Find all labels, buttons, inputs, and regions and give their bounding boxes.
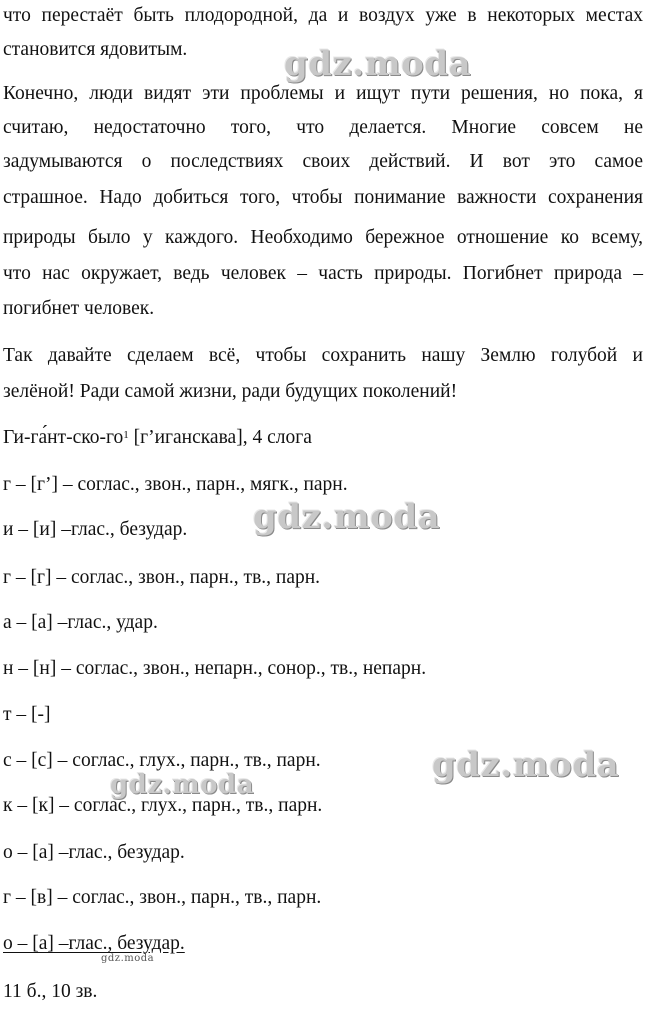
letter-row: г – [в] – соглас., звон., парн., тв., парн.: [3, 887, 322, 908]
word-analysis-heading: [3, 426, 312, 450]
letter-row: а – [а] –глас., удар.: [3, 612, 158, 633]
watermark-logo: gdz.moda: [432, 745, 620, 785]
watermark-logo: gdz.moda: [253, 497, 441, 537]
paragraph-2-line-2: считаю, недостаточно того, что делается. Многие совсем не: [3, 117, 643, 138]
paragraph-2-line-6: что нас окружает, ведь человек – часть природы. Погибнет природа –: [3, 263, 643, 284]
footnote-mark: 1: [123, 429, 129, 441]
paragraph-3-line-2: зелёной! Ради самой жизни, ради будущих поколений!: [3, 381, 458, 402]
transcription: [г’иганскава], 4 слога: [128, 427, 312, 448]
letter-row: г – [г’] – соглас., звон., парн., мягк., парн.: [3, 474, 348, 495]
watermark-logo: gdz.moda: [284, 44, 472, 84]
letter-row: т – [-]: [3, 704, 51, 725]
letter-row: н – [н] – соглас., звон., непарн., сонор., тв., непарн.: [3, 658, 427, 679]
letter-row: о – [а] –глас., безудар.: [3, 842, 185, 863]
letter-row: г – [г] – соглас., звон., парн., тв., парн.: [3, 567, 321, 588]
paragraph-1-line-1: что перестаёт быть плодородной, да и воздух уже в некоторых местах: [3, 5, 643, 26]
letter-row-last: о – [а] –глас., безудар.: [3, 933, 185, 954]
paragraph-1-line-2: становится ядовитым.: [3, 39, 188, 60]
paragraph-2-line-4: страшное. Надо добиться того, чтобы понимание важности сохранения: [3, 187, 643, 208]
watermark-logo: gdz.moda: [101, 953, 155, 964]
watermark-logo: gdz.moda: [110, 770, 255, 800]
paragraph-2-line-5: природы было у каждого. Необходимо бережное отношение ко всему,: [3, 227, 643, 248]
letter-row: к – [к] – соглас., глух., парн., тв., парн.: [3, 795, 323, 816]
letter-row: с – [с] – соглас., глух., парн., тв., парн.: [3, 750, 321, 771]
paragraph-3-line-1: Так давайте сделаем всё, чтобы сохранить нашу Землю голубой и: [3, 345, 643, 366]
analyzed-word: Ги-га́нт-ско-го: [3, 427, 124, 448]
letter-row: и – [и] –глас., безудар.: [3, 519, 188, 540]
summary-count: 11 б., 10 зв.: [3, 981, 98, 1002]
paragraph-2-line-7: погибнет человек.: [3, 298, 155, 319]
paragraph-2-line-1: Конечно, люди видят эти проблемы и ищут пути решения, но пока, я: [3, 83, 643, 104]
paragraph-2-line-3: задумываются о последствиях своих действий. И вот это самое: [3, 151, 643, 172]
